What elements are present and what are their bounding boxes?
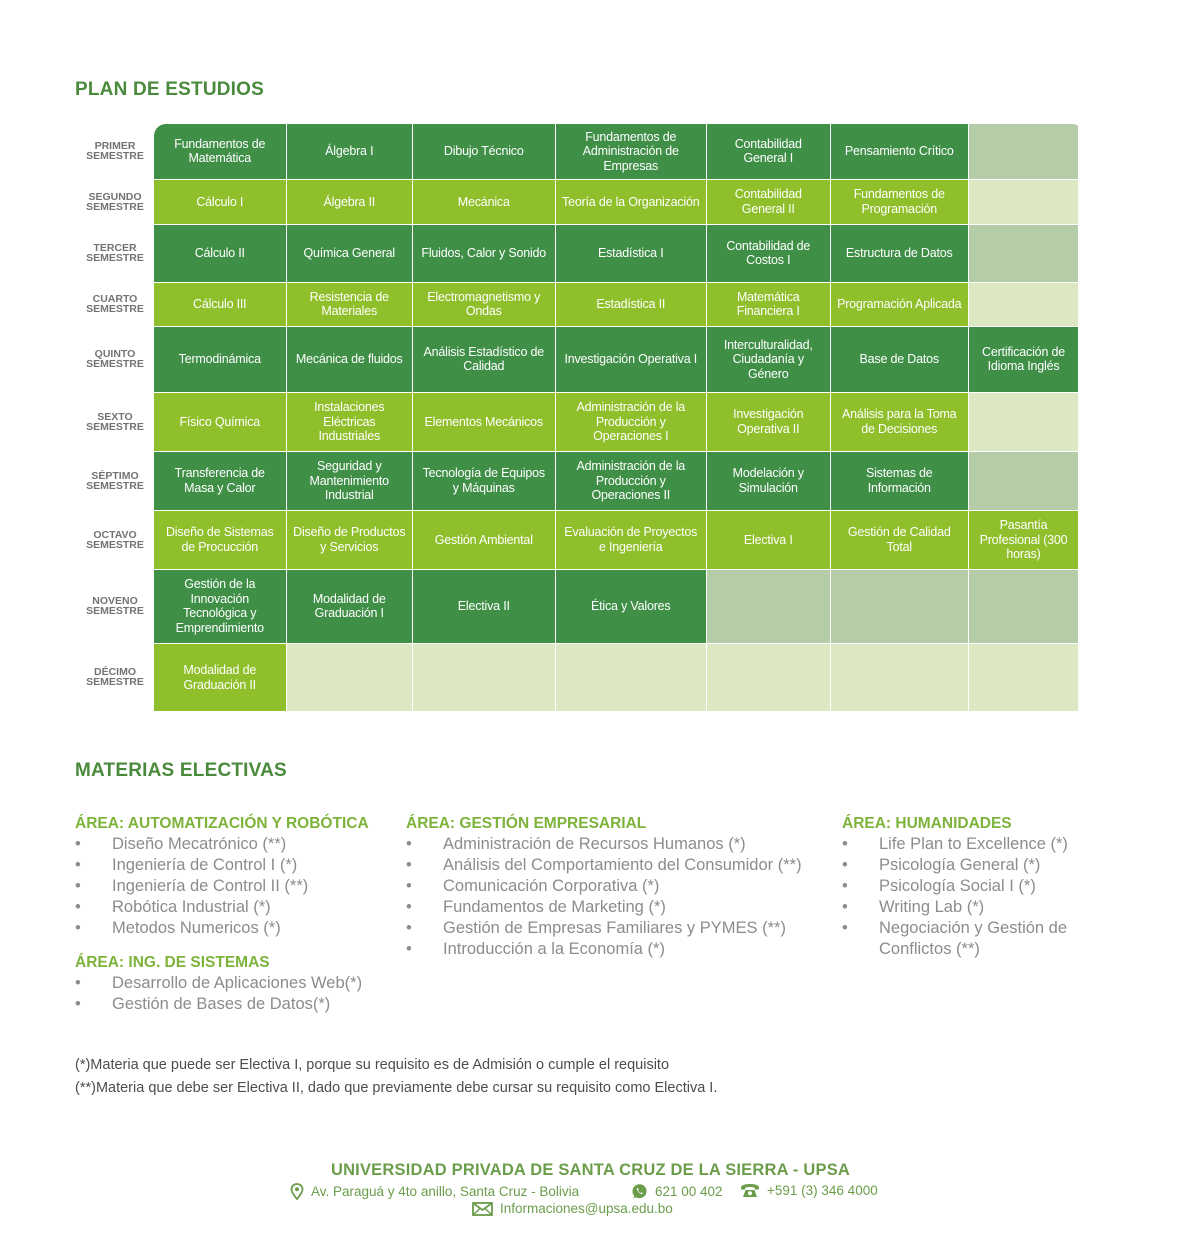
course-cell: Tecnología de Equipos y Máquinas	[413, 452, 555, 510]
course-cell: Contabilidad General I	[707, 124, 830, 179]
course-cell: Administración de la Producción y Operaciones I	[556, 393, 706, 451]
course-cell: Electromagnetismo y Ondas	[413, 283, 555, 326]
elective-item: • Negociación y Gestión de Conflictos (**)	[842, 918, 1104, 960]
area-humanities-title: ÁREA: HUMANIDADES	[842, 815, 1012, 832]
elective-item: • Gestión de Empresas Familiares y PYMES (**)	[406, 918, 831, 939]
course-cell: Administración de la Producción y Operaciones II	[556, 452, 706, 510]
empty-cell	[969, 124, 1078, 179]
elective-item: • Análisis del Comportamiento del Consumidor (**)	[406, 855, 831, 876]
course-cell: Base de Datos	[831, 327, 968, 392]
course-cell: Dibujo Técnico	[413, 124, 555, 179]
footer-title: UNIVERSIDAD PRIVADA DE SANTA CRUZ DE LA SIERRA - UPSA	[330, 1161, 851, 1179]
elective-item: • Psicología Social I (*)	[842, 876, 1104, 897]
course-cell: Análisis Estadístico de Calidad	[413, 327, 555, 392]
course-cell: Físico Química	[154, 393, 286, 451]
empty-cell	[287, 644, 412, 711]
elective-item: • Ingeniería de Control I (*)	[75, 855, 395, 876]
course-cell: Instalaciones Eléctricas Industriales	[287, 393, 412, 451]
footer-whatsapp-text: 621 00 402	[655, 1184, 723, 1199]
semester-word: SEMESTRE	[86, 605, 144, 618]
elective-item: • Administración de Recursos Humanos (*)	[406, 834, 831, 855]
phone-icon	[740, 1183, 760, 1198]
elective-item: • Writing Lab (*)	[842, 897, 1104, 918]
electives-title: MATERIAS ELECTIVAS	[75, 760, 287, 781]
empty-cell	[969, 283, 1078, 326]
course-cell: Fundamentos de Administración de Empresas	[556, 124, 706, 179]
course-cells	[154, 124, 1084, 723]
course-cell: Gestión de la Innovación Tecnológica y Emprendimiento	[154, 570, 286, 643]
elective-item: • Psicología General (*)	[842, 855, 1104, 876]
course-cell: Pensamiento Crítico	[831, 124, 968, 179]
elective-item: • Diseño Mecatrónico (**)	[75, 834, 395, 855]
empty-cell	[556, 644, 706, 711]
empty-cell	[831, 644, 968, 711]
course-cell: Sistemas de Información	[831, 452, 968, 510]
course-cell: Electiva I	[707, 511, 830, 569]
area-humanities-list	[842, 834, 1104, 960]
empty-cell	[969, 393, 1078, 451]
semester-word: SEMESTRE	[86, 420, 144, 433]
course-cell: Estadística II	[556, 283, 706, 326]
semester-ordinal: SEGUNDO	[88, 190, 142, 203]
empty-cell	[831, 570, 968, 643]
course-cell: Mecánica	[413, 180, 555, 224]
course-cell: Modelación y Simulación	[707, 452, 830, 510]
semester-word: SEMESTRE	[86, 200, 144, 213]
course-cell: Gestión Ambiental	[413, 511, 555, 569]
elective-item: • Comunicación Corporativa (*)	[406, 876, 831, 897]
course-cell: Gestión de Calidad Total	[831, 511, 968, 569]
course-cell: Álgebra I	[287, 124, 412, 179]
semester-word: SEMESTRE	[86, 303, 144, 316]
semester-ordinal: QUINTO	[94, 348, 136, 361]
semester-label	[78, 283, 152, 326]
course-cell: Evaluación de Proyectos e Ingeniería	[556, 511, 706, 569]
semester-label	[78, 570, 152, 643]
course-cell: Estructura de Datos	[831, 225, 968, 282]
course-cell: Fundamentos de Matemática	[154, 124, 286, 179]
semester-ordinal: PRIMER	[94, 140, 136, 153]
semester-ordinal: NOVENO	[92, 595, 138, 608]
whatsapp-icon	[631, 1183, 648, 1200]
footer-email-text: Informaciones@upsa.edu.bo	[500, 1201, 673, 1216]
course-cell: Cálculo II	[154, 225, 286, 282]
note-electiva-2: (**)Materia que debe ser Electiva II, dado que previamente debe cursar su requisito como Electiva I.	[75, 1080, 718, 1096]
footer-address-text: Av. Paraguá y 4to anillo, Santa Cruz - Bolivia	[311, 1184, 580, 1199]
elective-item: • Fundamentos de Marketing (*)	[406, 897, 831, 918]
empty-cell	[969, 180, 1078, 224]
course-cell: Elementos Mecánicos	[413, 393, 555, 451]
course-cell: Teoría de la Organización	[556, 180, 706, 224]
empty-cell	[707, 644, 830, 711]
plan-title: PLAN DE ESTUDIOS	[75, 79, 264, 100]
mail-icon	[472, 1202, 493, 1216]
empty-cell	[969, 225, 1078, 282]
empty-cell	[707, 570, 830, 643]
footer-address	[290, 1183, 579, 1200]
elective-item: • Desarrollo de Aplicaciones Web(*)	[75, 973, 375, 994]
course-cell: Cálculo I	[154, 180, 286, 224]
semester-word: SEMESTRE	[86, 358, 144, 371]
empty-cell	[413, 644, 555, 711]
location-pin-icon	[290, 1183, 304, 1200]
course-cell: Investigación Operativa I	[556, 327, 706, 392]
course-cell: Química General	[287, 225, 412, 282]
area-automation-list	[75, 834, 395, 939]
course-cell: Álgebra II	[287, 180, 412, 224]
elective-item: • Gestión de Bases de Datos(*)	[75, 994, 375, 1015]
course-cell: Fluidos, Calor y Sonido	[413, 225, 555, 282]
course-cell: Cálculo III	[154, 283, 286, 326]
course-cell: Investigación Operativa II	[707, 393, 830, 451]
course-cell: Interculturalidad, Ciudadanía y Género	[707, 327, 830, 392]
course-cell: Seguridad y Mantenimiento Industrial	[287, 452, 412, 510]
empty-cell	[969, 452, 1078, 510]
course-cell: Contabilidad de Costos I	[707, 225, 830, 282]
course-cell: Análisis para la Toma de Decisiones	[831, 393, 968, 451]
elective-item: • Life Plan to Excellence (*)	[842, 834, 1104, 855]
area-business-list	[406, 834, 831, 960]
footer-whatsapp	[631, 1183, 723, 1200]
semester-ordinal: SEXTO	[97, 410, 133, 423]
course-cell: Modalidad de Graduación II	[154, 644, 286, 711]
footer-email	[472, 1201, 673, 1216]
semester-label	[78, 452, 152, 510]
semester-word: SEMESTRE	[86, 150, 144, 163]
course-cell: Diseño de Productos y Servicios	[287, 511, 412, 569]
course-cell: Diseño de Sistemas de Procucción	[154, 511, 286, 569]
semester-label	[78, 511, 152, 569]
course-cell: Resistencia de Materiales	[287, 283, 412, 326]
semester-ordinal: DÉCIMO	[94, 665, 136, 678]
course-cell: Termodinámica	[154, 327, 286, 392]
course-cell: Contabilidad General II	[707, 180, 830, 224]
course-cell: Pasantía Profesional (300 horas)	[969, 511, 1078, 569]
course-cell: Modalidad de Graduación I	[287, 570, 412, 643]
semester-word: SEMESTRE	[86, 252, 144, 265]
area-systems-list	[75, 973, 375, 1015]
semester-word: SEMESTRE	[86, 479, 144, 492]
semester-label	[78, 644, 152, 710]
area-automation-title: ÁREA: AUTOMATIZACIÓN Y ROBÓTICA	[75, 815, 369, 832]
course-cell: Certificación de Idioma Inglés	[969, 327, 1078, 392]
semester-ordinal: OCTAVO	[93, 528, 137, 541]
semester-label	[78, 225, 152, 282]
semester-word: SEMESTRE	[86, 538, 144, 551]
course-cell: Ética y Valores	[556, 570, 706, 643]
semester-ordinal: TERCER	[93, 242, 137, 255]
empty-cell	[969, 644, 1078, 711]
semester-ordinal: CUARTO	[92, 293, 138, 306]
semester-word: SEMESTRE	[86, 675, 144, 688]
area-systems-title: ÁREA: ING. DE SISTEMAS	[75, 954, 270, 971]
elective-item: • Ingeniería de Control II (**)	[75, 876, 395, 897]
semester-label	[78, 327, 152, 392]
elective-item: • Introducción a la Economía (*)	[406, 939, 831, 960]
course-cell: Electiva II	[413, 570, 555, 643]
footer-phone	[740, 1183, 878, 1198]
course-cell: Estadística I	[556, 225, 706, 282]
area-business-title: ÁREA: GESTIÓN EMPRESARIAL	[406, 815, 647, 832]
semester-label	[78, 393, 152, 451]
semester-label	[78, 180, 152, 224]
note-electiva-1: (*)Materia que puede ser Electiva I, porque su requisito es de Admisión o cumple el requisito	[75, 1057, 670, 1073]
course-cell: Mecánica de fluidos	[287, 327, 412, 392]
course-cell: Matemática Financiera I	[707, 283, 830, 326]
footer-phone-text: +591 (3) 346 4000	[767, 1183, 878, 1198]
semester-ordinal: SÉPTIMO	[91, 469, 139, 482]
course-cell: Transferencia de Masa y Calor	[154, 452, 286, 510]
elective-item: • Metodos Numericos (*)	[75, 918, 395, 939]
empty-cell	[969, 570, 1078, 643]
elective-item: • Robótica Industrial (*)	[75, 897, 395, 918]
semester-label	[78, 124, 152, 179]
course-cell: Programación Aplicada	[831, 283, 968, 326]
study-plan-grid	[78, 124, 1084, 723]
course-cell: Fundamentos de Programación	[831, 180, 968, 224]
